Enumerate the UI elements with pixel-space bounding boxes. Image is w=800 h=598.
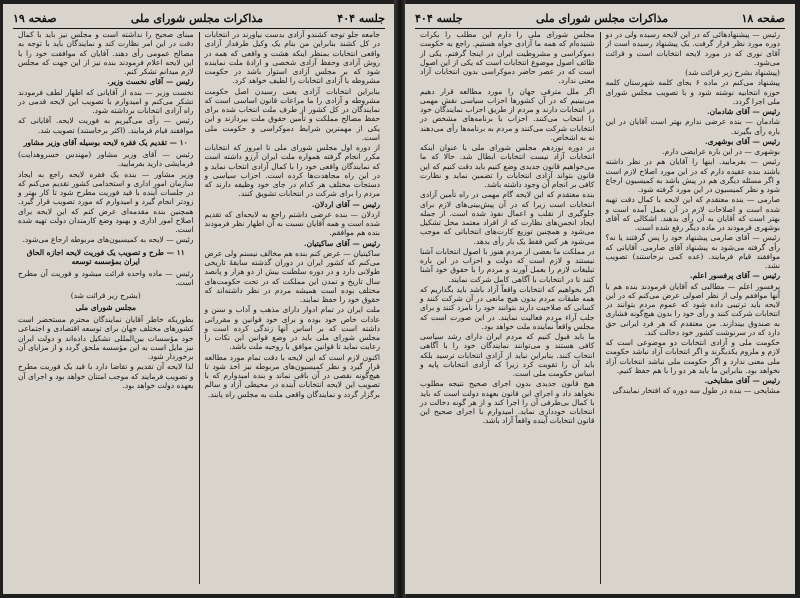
paragraph: اردلان — بنده عرضی داشتم راجع به لایحه‌ای که تقدیم شده است و همه آقایان نسبت به آن اظهار نظر فرمودند بنده هم موافقم. [204,209,380,238]
paragraph: حکومت ملی و آزادی انتخابات دو موضوعی است که لازم و ملزوم یکدیگرند و اگر انتخابات آزاد نباشد حکومت ملی معنی ندارد و اگر حکومت ملی نباشد انتخابات آزاد نخواهد بود. بنابراین ما باید هر دو را با هم حفظ کنیم. [605,338,780,375]
paragraph: بوشهری — در این باره عرایضی دارم. [662,147,780,156]
column-rule [199,32,200,584]
paragraph: رئیس — رأی می‌گیریم به فوریت لایحه. آقایانی که موافقند قیام فرمایند. (اکثر برخاستند) تصویب شد. [18,116,194,135]
paragraph: مجلس شورای ملی [75,302,137,312]
left-header-title: مذاکرات مجلس شورای ملی [130,11,264,25]
paragraph: (پیشنهاد بشرح زیر قرائت شد) [685,68,780,77]
paragraph: از دوره اول مجلس شورای ملی تا امروز که انتخابات مکرر انجام گرفته همواره ملت ایران آرزو داشته است که نمایندگان واقعی خود را با کمال آزادی انتخاب نماید و در این راه مجاهدت‌ها کرده است. احزاب سیاسی و دستجات مختلف هر کدام در جای خود وظیفه دارند که مردم را برای شرکت در انتخابات تشویق کنند. [204,143,380,199]
paragraph: رئیس — آقای وزیر مشاور (مهندس خسروهدایت) فرمایشی دارید بفرمایید. [18,150,194,169]
paragraph: (بشرح زیر قرائت شد) [70,290,141,300]
left-page-col-right [200,30,386,586]
paragraph: رئیس — آقای بوشهری. [704,136,780,146]
paragraph: وزیر مشاور — بنده یک فقره لایحه راجع به ایجاد سازمان امور اداری و استخدامی کشور تقدیم می‌کنم که در جلسات آینده با قید فوریت مطرح شود تا کار بهتر و زودتر انجام گیرد و امیدوارم که مورد تصویب قرار گیرد. همچنین بنده مقدمه‌ای عرض کنم که این لایحه برای اصلاح امور اداری و بهبود وضع کارمندان دولت تهیه شده است. [18,169,194,234]
section-heading: ۱۰ — تقدیم یک فقره لایحه بوسیله آقای وزیر مشاور [23,137,188,147]
right-header-title: مذاکرات مجلس شورای ملی [536,11,669,25]
left-page [3,4,395,594]
paragraph: ساکیتیان — عرض کنم بنده هم مخالف نیستم ولی عرض می‌کنم که کشور ایران در دوران گذشته سابقهٔ تاریخی طولانی دارد و در دوره سلطنت بیش از دو هزار و پانصد سال تاریخ و تمدن این مملکت که در تحت حکومت‌های مختلف بوده است همیشه مردم در نظر داشته‌اند که حقوق خود را حفظ نمایند. [204,248,380,304]
right-page-col-right [601,30,786,586]
paragraph: شادمان — بنده عرضی ندارم بهتر است آقایان در این باره رأی بگیرند. [605,117,780,136]
paragraph: هیچ قانون جدیدی بدون اجرای صحیح نتیجه مطلوب نخواهد داد و اجرای این قانون بعهده دولت است که باید با کمال بی‌طرفی آن را اجرا کند و از هر گونه دخالت در انتخابات خودداری نماید. امیدوارم با اجرای صحیح این قانون انتخابات آینده واقعاً آزاد باشد. [420,379,595,426]
right-header-session: جلسه ۴۰۴ [415,11,463,25]
paragraph: مبنای صحیح را نداشته است و مجلس نیز باید با کمال دقت در این امر نظارت کند و نمایندگان باید با توجه به مصالح عمومی رأی دهند. آقایان که موافقت خود را با این لایحه اعلام فرمودند بنده نیز از این جهت که مجلس لازم میدانم تشکر کنم. [18,30,194,76]
paragraph: رئیس — آقای مشایخی. [704,376,780,385]
column-rule [600,32,601,584]
right-page-col-left [415,30,600,586]
left-page-header [13,10,385,29]
paragraph: اگر بخواهیم که انتخابات واقعاً آزاد باشد باید بگذاریم که همه طبقات مردم بدون هیچ مانعی در آن شرکت کنند و کسانی که صلاحیت دارند بتوانند خود را نامزد کنند و برای جلب آراء مردم فعالیت نمایند. در این صورت است که مجلس واقعاً نماینده ملت خواهد بود. [420,284,595,331]
paragraph: رئیس — آقای نخست وزیر. [107,77,194,87]
paragraph: رئیس — ماده واحده قرائت میشود و فوریت آن مطرح است. [18,269,194,288]
paragraph: پرفسور اعلم — مطالبی که آقایان فرمودند بنده هم با آنها موافقم ولی از نظر اصولی عرض می‌کنم که در این لایحه باید ترتیبی داده شود که عموم مردم بتوانند در انتخابات شرکت کنند و رأی خود را بدون هیچ‌گونه فشاری به صندوق بیندازند. من معتقدم که هر فرد ایرانی حق دارد که در سرنوشت کشور خود دخالت کند. [605,281,780,337]
paragraph: رئیس — آقای اردلان. [311,199,380,209]
paragraph: صارمی — بنده معتقدم که این لایحه با کمال دقت تهیه شده است و اصلاحات لازم در آن بعمل آمده است و بهتر است که آقایان به آن رأی بدهند. اشکالی که آقای بوشهری فرمودند در ماده دیگر رفع شده است. [605,195,780,232]
paragraph: رئیس — لایحه به کمیسیون‌های مربوطه ارجاع می‌شود. [22,235,194,245]
paragraph: در دوره نوزدهم مجلس شورای ملی با عنوان اینکه انتخابات آزاد نیست انتخابات ابطال شد. حالا که ما می‌خواهیم قانون جدیدی وضع کنیم باید دقت کنیم که این قانون بتواند آزادی انتخابات را تضمین نماید و نظارت کافی بر انجام آن وجود داشته باشد. [420,143,595,189]
paragraph: رئیس — آقای صارمی پیشنهاد خود را پس گرفتند یا نه؟ رأی گرفته می‌شود به پیشنهاد آقای صارمی. آقایانی که موافقند قیام فرمایند. (عده کمی برخاستند) تصویب نشد. [605,233,780,270]
paragraph: رئیس — آقای پرفسور اعلم. [690,271,780,281]
paragraph: نخست وزیر — بنده از آقایانی که اظهار لطف فرمودند تشکر می‌کنم و امیدوارم با تصویب این لایحه قدمی در راه آزادی انتخابات برداشته شود. [18,87,194,115]
left-page-col-left [13,30,199,586]
right-page-columns [415,30,785,586]
paragraph: مشایخی — بنده در طول سه دوره که افتخار نمایندگی [612,386,780,396]
paragraph: اکنون لازم است که این لایحه با دقت تمام مورد مطالعه قرار گیرد و نظر کمیسیون‌های مربوطه نیز اخذ شود تا هیچ‌گونه نقصی در آن باقی نماند و بنده امیدوارم که با تصویب این لایحه انتخابات آینده در محیطی آزاد و سالم برگزار گردد و نمایندگان واقعی ملت به مجلس راه یابند. [204,352,380,399]
paragraph: رئیس — پیشنهادهائی که در این لایحه رسیده ولی در دو دوره مورد نظر قرار گرفت. یک پیشنهاد رسیده است از آقای نوری که در مورد لایحه انتخابات است و قرائت می‌شود. [605,30,780,67]
left-header-session: جلسه ۴۰۴ [337,11,385,25]
left-header-page: صفحه ۱۹ [13,11,57,25]
paragraph: جامعه جلو توجه کشندو آزادی بدست بیاورند در انتخابات در کل کشند بنابراین من بنام یک وکیل طرفدار آزادی واقعی انتخابات بمنظر اینکه هشت و واقعی که همه در روش آزادی وحفظ آزادی شخصی و ارادهٔ ملت نماینده شود که بر مجلس آزادی استوار باشد در حکومت مشروطه با آزادی انتخابات را لطیف خواهد کرد. [204,30,380,86]
paragraph: ما باید قبول کنیم که مردم ایران دارای رشد سیاسی کافی هستند و می‌توانند نمایندگان خود را با آگاهی انتخاب کنند. بنابراین نباید از آزادی انتخابات ترسید بلکه باید آن را تقویت کرد زیرا که آزادی انتخابات پایه و اساس حکومت ملی است. [420,332,595,378]
paragraph: رئیس — آقای شادمان. [706,107,780,116]
section-heading: ۱۱ — طرح و تصویب یک فوریت لایحه اجازه الحاق ایران بمؤسسه توسعه [26,247,185,266]
paragraph: در مملکت ما بعضی از مردم هنوز با اصول انتخابات آشنا نیستند و لازم است که دولت و احزاب در این باره تبلیغات لازم را بعمل آورند و مردم را با حقوق خود آشنا کنند تا در انتخابات با آگاهی کامل شرکت نمایند. [420,246,595,284]
paragraph: بطوریکه خاطر آقایان نمایندگان محترم مستحضر است کشورهای مختلف جهان برای توسعه اقتصادی و اجتماعی خود مؤسسات بین‌المللی تشکیل داده‌اند و دولت ایران نیز مایل است به این مؤسسه ملحق گردد و از مزایای آن برخوردار شود. [18,315,194,361]
paragraph: پیشنهاد می‌کنم در ماده ۶ بجای کلمه شهرستان کلمه حوزه انتخابیه نوشته شود و با تصویب مجلس شورای ملی اجرا گردد. [605,78,780,106]
paragraph: بنده معتقدم که این لایحه گام مهمی در راه تأمین آزادی انتخابات است زیرا که در آن پیش‌بینی‌های لازم برای جلوگیری از تقلب و اعمال نفوذ شده است. از جمله ایجاد انجمن‌های نظارت که از افراد معتمد محل تشکیل می‌شود و همچنین توزیع کارت‌های انتخاباتی که موجب می‌شود هر کس فقط یک بار رأی بدهد. [420,190,595,246]
paragraph: اگر ملل مترقی جهان را مورد مطالعه قرار دهیم می‌بینیم که در آن کشورها احزاب سیاسی نقش مهمی در انتخابات دارند و مردم از طریق احزاب نمایندگان خود را انتخاب می‌کنند. احزاب با برنامه‌های مشخص در انتخابات شرکت می‌کنند و مردم به برنامه‌ها رأی می‌دهند نه به اشخاص. [420,86,595,142]
paragraph: مجلس شورای ملی را دارم این مطلب را بکرات شنیده‌ام که همه ما آزادی خواه هستیم. راجع به حکومت دموکراسی و مشروطیت ایران در اینجا گرفتم. یکی از ظائف اصول موضوع انتخابات است که یکی از این اصول است که در عصر حاضر دموکراسی بدون انتخابات آزاد معنی ندارد. [420,30,595,86]
paragraph: رئیس — آقای ساکیتیان. [303,238,380,248]
right-page [405,4,795,594]
paragraph: بنابراین انتخابات آزادی یعنی رسیدن اصل حکومت مشروطه و آزادی را ما مراعات قانون اساسی است که نمایندگان در کل کشور از طرف ملت انتخاب شده برای حفظ مصالح مملکت و تأمین حقوق ملت بپردازند و این یکی از مهمترین شرایط دموکراسی و حکومت ملی است. [204,86,380,142]
right-page-header [415,10,785,29]
paragraph: رئیس — بفرمایید. اینها را آقایان هم در نظر داشته باشند بنده عقیده دارم که در این مورد اصلاح لازم است و اگر مسئله دیگری هم در پیش باشد به کمیسیون ارجاع شود و نظر کمیسیون در این مورد گرفته شود. [605,157,780,194]
right-header-page: صفحه ۱۸ [741,11,785,25]
paragraph: ملت ایران در تمام ادوار دارای مذهب و آداب و سنن و عادات خاص خود بوده و برای خود قوانین و مقرراتی داشته است که بر اساس آنها زندگی کرده است و مجلس شورای ملی باید در وضع قوانین این نکات را رعایت نماید تا قوانین موافق با روحیه ملت باشد. [204,305,380,352]
left-page-columns [13,30,385,586]
paragraph: لذا لایحه آن تقدیم و تقاضا دارد با قید یک فوریت مطرح و تصویب فرمایند که موجب امتنان خواهد بود و اجرای آن بعهده دولت خواهد بود. [18,362,194,390]
